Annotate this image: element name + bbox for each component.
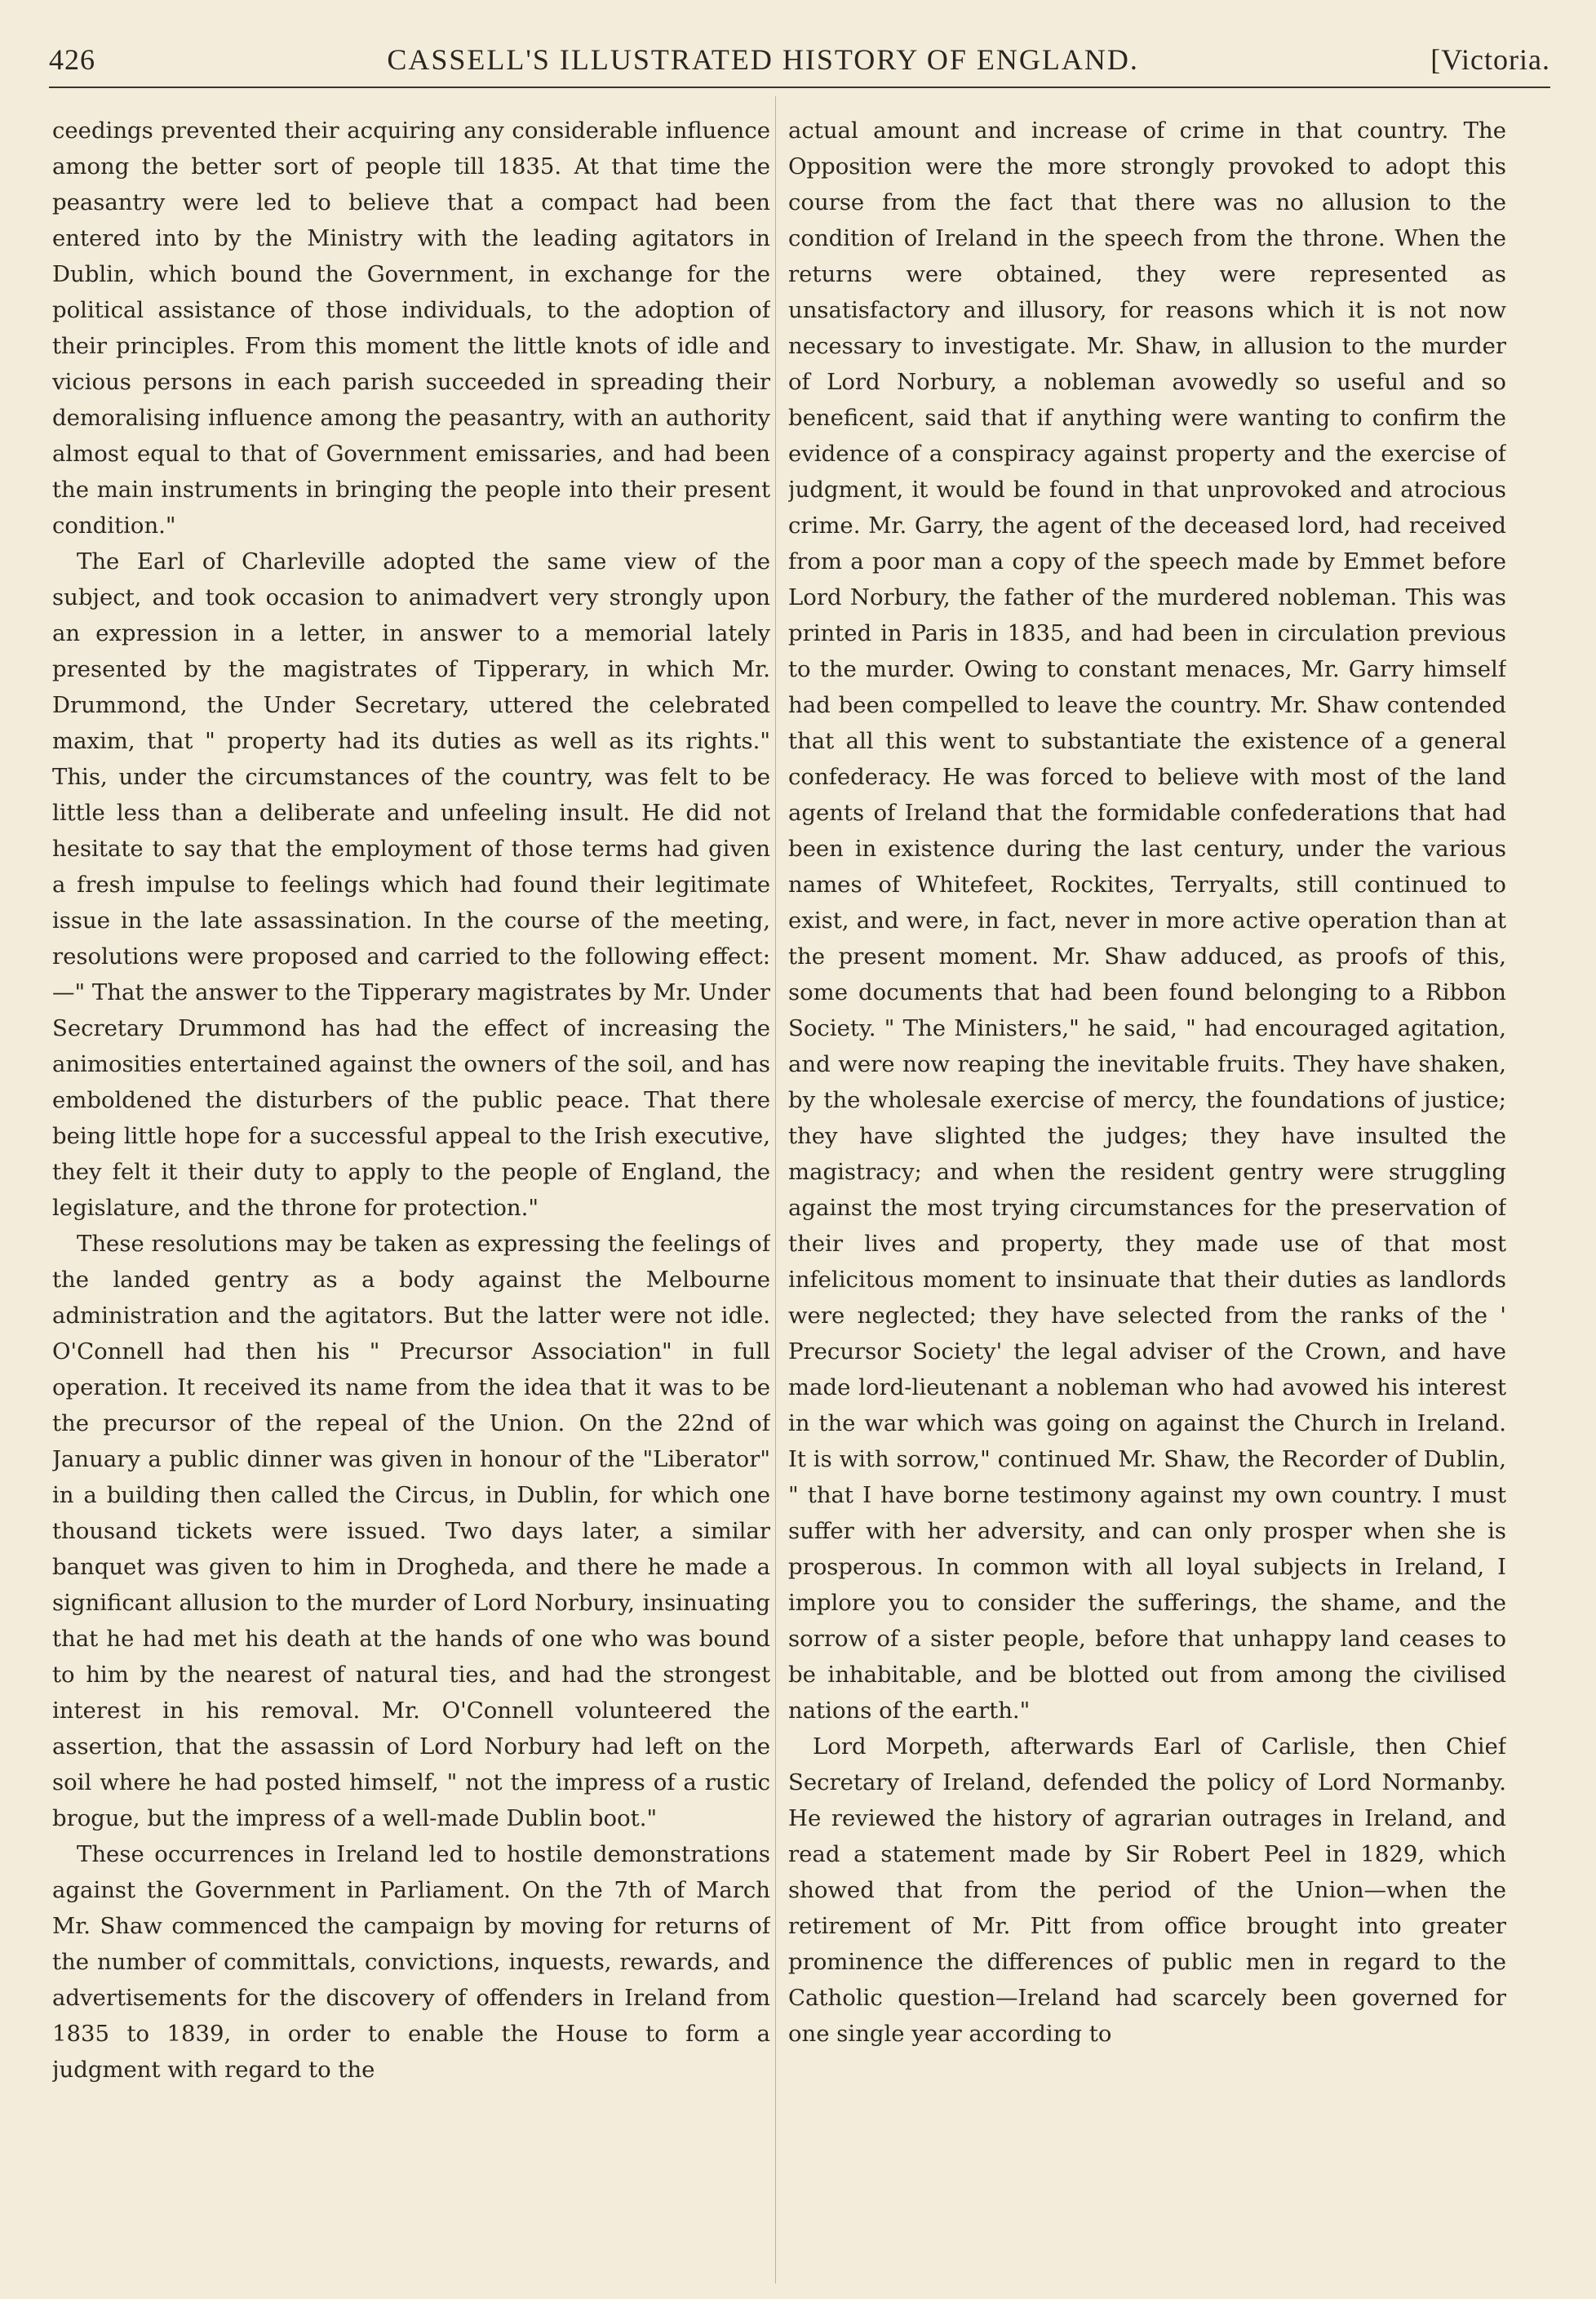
paragraph: These occurrences in Ireland led to hostile demonstrations against the Government in Parliament. On the 7th of March Mr. Shaw commenced the campaign by moving for returns of the number of committals, convictions, inquests, rewards, and advertisements for the discovery of offenders in Ireland from 1835 to 1839, in order to enable the House to form a judgment with regard to the xyxy=(52,1841,770,2083)
header-rule xyxy=(49,87,1550,88)
section-label: [Victoria. xyxy=(1430,43,1550,76)
right-column xyxy=(788,113,1506,2275)
paragraph: Lord Morpeth, afterwards Earl of Carlisle, then Chief Secretary of Ireland, defended the policy of Lord Normanby. He reviewed the history of agrarian outrages in Ireland, and read a statement made by Sir Robert Peel in 1829, which showed that from the period of the Union—when the retirement of Mr. Pitt from office brought into greater prominence the differences of public men in regard to the Catholic question—Ireland had scarcely been governed for one single year according to xyxy=(788,1733,1506,2047)
paragraph: These resolutions may be taken as expressing the feelings of the landed gentry as a body against the Melbourne administration and the agitators. But the latter were not idle. O'Connell had then his " Precursor Association" in full operation. It received its name from the idea that it was to be the precursor of the repeal of the Union. On the 22nd of January a public dinner was given in honour of the "Liberator" in a building then called the Circus, in Dublin, for which one thousand tickets were issued. Two days later, a similar banquet was given to him in Drogheda, and there he made a significant allusion to the murder of Lord Norbury, insinuating that he had met his death at the hands of one who was bound to him by the nearest of natural ties, and had the strongest interest in his removal. Mr. O'Connell volunteered the assertion, that the assassin of Lord Norbury had left on the soil where he had posted himself, " not the impress of a rustic brogue, but the impress of a well-made Dublin boot." xyxy=(52,1231,770,1831)
paragraph: ceedings prevented their acquiring any considerable influence among the better sort of people till 1835. At that time the peasantry were led to believe that a compact had been entered into by the Ministry with the leading agitators in Dublin, which bound the Government, in exchange for the political assistance of those individuals, to the adoption of their principles. From this moment the little knots of idle and vicious persons in each parish succeeded in spreading their demoralising influence among the peasantry, with an authority almost equal to that of Government emissaries, and had been the main instruments in bringing the people into their present condition." xyxy=(52,118,770,539)
running-title: CASSELL'S ILLUSTRATED HISTORY OF ENGLAND. xyxy=(387,43,1139,76)
column-divider xyxy=(775,96,776,2283)
paragraph: actual amount and increase of crime in that country. The Opposition were the more strongly provoked to adopt this course from the fact that there was no allusion to the condition of Ireland in the speech from the throne. When the returns were obtained, they were represented as unsatisfactory and illusory, for reasons which it is not now necessary to investigate. Mr. Shaw, in allusion to the murder of Lord Norbury, a nobleman avowedly so useful and so beneficent, said that if anything were wanting to confirm the evidence of a conspiracy against property and the exercise of judgment, it would be found in that unprovoked and atrocious crime. Mr. Garry, the agent of the deceased lord, had received from a poor man a copy of the speech made by Emmet before Lord Norbury, the father of the murdered nobleman. This was printed in Paris in 1835, and had been in circulation previous to the murder. Owing to constant menaces, Mr. Garry himself had been compelled to leave the country. Mr. Shaw contended that all this went to substantiate the existence of a general confederacy. He was forced to believe with most of the land agents of Ireland that the formidable confederations that had been in existence during the last century, under the various names of Whitefeet, Rockites, Terryalts, still continued to exist, and were, in fact, never in more active operation than at the present moment. Mr. Shaw adduced, as proofs of this, some documents that had been found belonging to a Ribbon Society. " The Ministers," he said, " had encouraged agitation, and were now reaping the inevitable fruits. They have shaken, by the wholesale exercise of mercy, the foundations of justice; they have slighted the judges; they have insulted the magistracy; and when the resident gentry were struggling against the most trying circumstances for the preservation of their lives and property, they made use of that most infelicitous moment to insinuate that their duties as landlords were neglected; they have selected from the ranks of the ' Precursor Society' the legal adviser of the Crown, and have made lord-lieutenant a nobleman who had avowed his interest in the war which was going on against the Church in Ireland. It is with sorrow," continued Mr. Shaw, the Recorder of Dublin, " that I have borne testimony against my own country. I must suffer with her adversity, and can only prosper when she is prosperous. In common with all loyal subjects in Ireland, I implore you to consider the sufferings, the shame, and the sorrow of a sister people, before that unhappy land ceases to be inhabitable, and be blotted out from among the civilised nations of the earth." xyxy=(788,118,1506,1724)
running-header xyxy=(49,42,1550,82)
paragraph: The Earl of Charleville adopted the same view of the subject, and took occasion to animadvert very strongly upon an expression in a letter, in answer to a memorial lately presented by the magistrates of Tipperary, in which Mr. Drummond, the Under Secretary, uttered the celebrated maxim, that " property had its duties as well as its rights." This, under the circumstances of the country, was felt to be little less than a deliberate and unfeeling insult. He did not hesitate to say that the employment of those terms had given a fresh impulse to feelings which had found their legitimate issue in the late assassination. In the course of the meeting, resolutions were proposed and carried to the following effect: —" That the answer to the Tipperary magistrates by Mr. Under Secretary Drummond has had the effect of increasing the animosities entertained against the owners of the soil, and has emboldened the disturbers of the public peace. That there being little hope for a successful appeal to the Irish executive, they felt it their duty to apply to the people of England, the legislature, and the throne for protection." xyxy=(52,548,770,1221)
left-column xyxy=(52,113,770,2275)
page-number: 426 xyxy=(49,43,95,76)
